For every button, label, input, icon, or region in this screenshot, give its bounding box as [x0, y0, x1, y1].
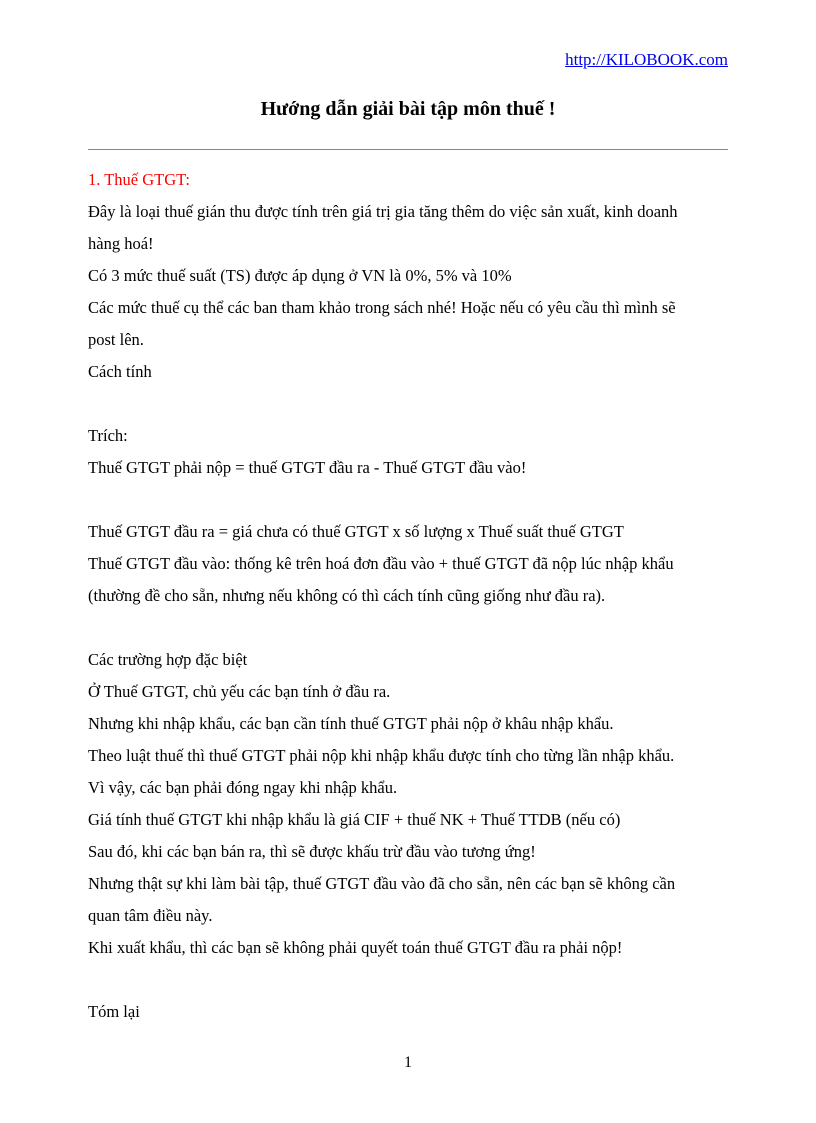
paragraph-line: Cách tính: [88, 362, 152, 381]
section-heading: 1. Thuế GTGT:: [88, 170, 190, 189]
paragraph-line: Tóm lại: [88, 1002, 140, 1021]
page-number: 1: [404, 1054, 412, 1071]
paragraph-line: Thuế GTGT đầu vào: thống kê trên hoá đơn đầu vào + thuế GTGT đã nộp lúc nhập khẩu: [88, 554, 674, 573]
paragraph-line: Trích:: [88, 426, 128, 445]
blank-line: [88, 484, 728, 516]
paragraph-line: Giá tính thuế GTGT khi nhập khẩu là giá CIF + thuế NK + Thuế TTDB (nếu có): [88, 810, 621, 829]
blank-line: [88, 964, 728, 996]
paragraph-line: hàng hoá!: [88, 234, 154, 253]
paragraph-line: (thường đề cho sẵn, nhưng nếu không có thì cách tính cũng giống như đầu ra).: [88, 586, 606, 605]
paragraph-line: quan tâm điều này.: [88, 906, 213, 925]
blank-line: [88, 388, 728, 420]
title-divider: [88, 149, 728, 150]
document-body: [88, 164, 728, 1028]
paragraph-line: Thuế GTGT đầu ra = giá chưa có thuế GTGT x số lượng x Thuế suất thuế GTGT: [88, 522, 624, 541]
paragraph-line: Ở Thuế GTGT, chủ yếu các bạn tính ở đầu ra.: [88, 682, 391, 701]
paragraph-line: Thuế GTGT phải nộp = thuế GTGT đầu ra - Thuế GTGT đầu vào!: [88, 458, 527, 477]
paragraph-line: Vì vậy, các bạn phải đóng ngay khi nhập khẩu.: [88, 778, 398, 797]
paragraph-line: Theo luật thuế thì thuế GTGT phải nộp khi nhập khẩu được tính cho từng lần nhập khẩu.: [88, 746, 675, 765]
paragraph-line: post lên.: [88, 330, 144, 349]
kilobook-link[interactable]: http://KILOBOOK.com: [565, 50, 728, 69]
paragraph-line: Nhưng thật sự khi làm bài tập, thuế GTGT đầu vào đã cho sẵn, nên các bạn sẽ không cần: [88, 874, 676, 893]
blank-line: [88, 612, 728, 644]
page-title: Hướng dẫn giải bài tập môn thuế !: [260, 98, 556, 120]
paragraph-line: Nhưng khi nhập khẩu, các bạn cần tính thuế GTGT phải nộp ở khâu nhập khẩu.: [88, 714, 614, 733]
paragraph-line: Đây là loại thuế gián thu được tính trên giá trị gia tăng thêm do việc sản xuất, kinh doanh: [88, 202, 678, 221]
paragraph-line: Sau đó, khi các bạn bán ra, thì sẽ được khấu trừ đầu vào tương ứng!: [88, 842, 536, 861]
paragraph-line: Các mức thuế cụ thể các ban tham khảo trong sách nhé! Hoặc nếu có yêu cầu thì mình sẽ: [88, 298, 676, 317]
paragraph-line: Có 3 mức thuế suất (TS) được áp dụng ở VN là 0%, 5% và 10%: [88, 266, 512, 285]
paragraph-line: Các trường hợp đặc biệt: [88, 650, 248, 669]
paragraph-line: Khi xuất khẩu, thì các bạn sẽ không phải quyết toán thuế GTGT đầu ra phải nộp!: [88, 938, 623, 957]
